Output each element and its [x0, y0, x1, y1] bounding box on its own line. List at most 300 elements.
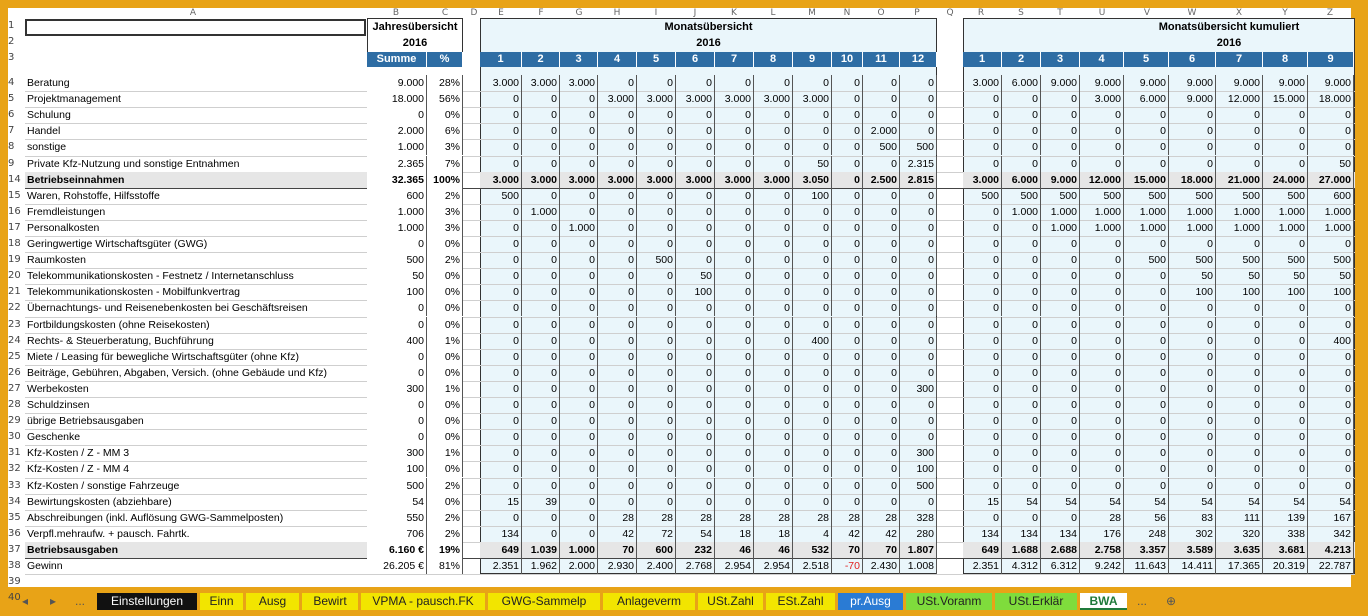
monthly-value-cell[interactable]: 2.518	[793, 558, 832, 574]
cumulative-value-cell[interactable]: 0	[1124, 365, 1169, 381]
monthly-value-cell[interactable]: 1.962	[522, 558, 560, 574]
cumulative-value-cell[interactable]: 0	[1169, 107, 1216, 123]
cumulative-value-cell[interactable]: 1.000	[1041, 220, 1080, 236]
row-number[interactable]: 27	[8, 382, 21, 394]
cumulative-value-cell[interactable]: 9.000	[1169, 75, 1216, 91]
cumulative-value-cell[interactable]: 0	[1263, 478, 1308, 494]
cumulative-value-cell[interactable]: 139	[1263, 510, 1308, 526]
cumulative-value-cell[interactable]: 0	[1002, 236, 1041, 252]
monthly-value-cell[interactable]: 0	[900, 91, 937, 107]
sheet-tab[interactable]: VPMA - pausch.FK	[361, 593, 485, 610]
monthly-value-cell[interactable]: 0	[637, 381, 676, 397]
row-number[interactable]: 22	[8, 302, 21, 314]
cumulative-value-cell[interactable]: 0	[963, 413, 1002, 429]
monthly-value-cell[interactable]: 0	[480, 300, 522, 316]
monthly-value-cell[interactable]: 0	[522, 252, 560, 268]
cumulative-value-cell[interactable]: 0	[1124, 236, 1169, 252]
cumulative-value-cell[interactable]: 0	[1169, 236, 1216, 252]
monthly-value-cell[interactable]: 0	[522, 123, 560, 139]
monthly-value-cell[interactable]: 0	[832, 461, 863, 477]
monthly-value-cell[interactable]: 0	[900, 284, 937, 300]
monthly-value-cell[interactable]: 0	[522, 284, 560, 300]
cumulative-value-cell[interactable]: 0	[1041, 381, 1080, 397]
monthly-value-cell[interactable]: 3.000	[560, 172, 598, 188]
cumulative-value-cell[interactable]: 9.000	[1080, 75, 1124, 91]
sheet-tab[interactable]: USt.Erklär	[995, 593, 1077, 610]
annual-sum-cell[interactable]: 100	[367, 461, 427, 477]
cumulative-value-cell[interactable]: 0	[1124, 300, 1169, 316]
monthly-value-cell[interactable]: 0	[715, 349, 754, 365]
monthly-value-cell[interactable]: 0	[832, 445, 863, 461]
monthly-value-cell[interactable]: 0	[480, 413, 522, 429]
cumulative-value-cell[interactable]: 18.000	[1308, 91, 1354, 107]
monthly-value-cell[interactable]: 0	[793, 139, 832, 155]
monthly-value-cell[interactable]: 0	[754, 139, 793, 155]
cumulative-value-cell[interactable]: 0	[1080, 461, 1124, 477]
monthly-value-cell[interactable]: 0	[754, 268, 793, 284]
monthly-value-cell[interactable]: 0	[676, 75, 715, 91]
cumulative-value-cell[interactable]: 22.787	[1308, 558, 1354, 574]
column-header[interactable]: U	[1098, 8, 1106, 18]
cumulative-value-cell[interactable]: 83	[1169, 510, 1216, 526]
annual-pct-cell[interactable]: 81%	[427, 558, 463, 574]
cumulative-value-cell[interactable]: 0	[963, 349, 1002, 365]
monthly-value-cell[interactable]: 0	[522, 510, 560, 526]
cumulative-value-cell[interactable]: 0	[1263, 300, 1308, 316]
cumulative-value-cell[interactable]: 0	[1041, 107, 1080, 123]
cumulative-value-cell[interactable]: 6.000	[1002, 172, 1041, 188]
monthly-value-cell[interactable]: 0	[793, 75, 832, 91]
monthly-value-cell[interactable]: 0	[560, 284, 598, 300]
row-number[interactable]: 2	[8, 36, 15, 47]
monthly-value-cell[interactable]: 0	[793, 236, 832, 252]
cumulative-value-cell[interactable]: 100	[1308, 284, 1354, 300]
monthly-value-cell[interactable]: 0	[793, 268, 832, 284]
cumulative-value-cell[interactable]: 0	[1124, 349, 1169, 365]
monthly-value-cell[interactable]: 18	[715, 526, 754, 542]
monthly-value-cell[interactable]: 0	[900, 236, 937, 252]
column-header[interactable]: I	[654, 8, 658, 18]
monthly-value-cell[interactable]: 0	[598, 333, 637, 349]
monthly-value-cell[interactable]: 0	[598, 252, 637, 268]
cumulative-value-cell[interactable]: 0	[1002, 220, 1041, 236]
cumulative-value-cell[interactable]: 1.000	[1080, 204, 1124, 220]
monthly-value-cell[interactable]: 0	[832, 349, 863, 365]
monthly-value-cell[interactable]: 0	[754, 220, 793, 236]
monthly-value-cell[interactable]: 0	[598, 300, 637, 316]
monthly-value-cell[interactable]: 0	[522, 365, 560, 381]
cumulative-value-cell[interactable]: 0	[1002, 284, 1041, 300]
column-header[interactable]: V	[1143, 8, 1151, 18]
monthly-value-cell[interactable]: 0	[900, 429, 937, 445]
monthly-value-cell[interactable]: 0	[480, 317, 522, 333]
cumulative-value-cell[interactable]: 0	[1080, 397, 1124, 413]
monthly-value-cell[interactable]: 1.807	[900, 542, 937, 558]
annual-pct-cell[interactable]: 0%	[427, 365, 463, 381]
monthly-value-cell[interactable]: 0	[598, 75, 637, 91]
monthly-value-cell[interactable]: 0	[560, 381, 598, 397]
monthly-value-cell[interactable]: 328	[900, 510, 937, 526]
monthly-value-cell[interactable]: 0	[522, 188, 560, 204]
cumulative-value-cell[interactable]: 0	[1263, 381, 1308, 397]
monthly-value-cell[interactable]: 54	[676, 526, 715, 542]
annual-pct-cell[interactable]: 0%	[427, 349, 463, 365]
monthly-value-cell[interactable]: 0	[598, 413, 637, 429]
annual-pct-cell[interactable]: 2%	[427, 188, 463, 204]
sheet-tab[interactable]: Bewirt	[302, 593, 358, 610]
cumulative-value-cell[interactable]: 0	[1080, 139, 1124, 155]
monthly-value-cell[interactable]: 0	[522, 526, 560, 542]
cumulative-value-cell[interactable]: 9.000	[1041, 75, 1080, 91]
month-header[interactable]: 10	[832, 52, 863, 67]
monthly-value-cell[interactable]: 0	[598, 365, 637, 381]
cumulative-value-cell[interactable]: 0	[963, 284, 1002, 300]
cumulative-value-cell[interactable]: 0	[1216, 445, 1263, 461]
cumulative-value-cell[interactable]: 134	[1041, 526, 1080, 542]
column-header[interactable]: C	[441, 8, 449, 18]
monthly-value-cell[interactable]: 0	[863, 252, 900, 268]
monthly-value-cell[interactable]: 0	[560, 139, 598, 155]
month-header[interactable]: 5	[637, 52, 676, 67]
monthly-value-cell[interactable]: 18	[754, 526, 793, 542]
month-header[interactable]: 12	[900, 52, 937, 67]
monthly-value-cell[interactable]: 0	[598, 284, 637, 300]
cumulative-value-cell[interactable]: 134	[1002, 526, 1041, 542]
cumulative-value-cell[interactable]: 0	[1002, 397, 1041, 413]
cumulative-value-cell[interactable]: 2.351	[963, 558, 1002, 574]
cumulative-value-cell[interactable]: 24.000	[1263, 172, 1308, 188]
row-label[interactable]: Kfz-Kosten / Z - MM 4	[27, 463, 130, 476]
cumulative-value-cell[interactable]: 1.000	[1124, 204, 1169, 220]
cumulative-value-cell[interactable]: 0	[1080, 300, 1124, 316]
monthly-value-cell[interactable]: 0	[522, 429, 560, 445]
monthly-value-cell[interactable]: 0	[676, 107, 715, 123]
annual-sum-cell[interactable]: 300	[367, 381, 427, 397]
annual-pct-cell[interactable]: 100%	[427, 172, 463, 188]
monthly-value-cell[interactable]: 0	[560, 494, 598, 510]
cumulative-value-cell[interactable]: 0	[1263, 445, 1308, 461]
monthly-value-cell[interactable]: 0	[715, 397, 754, 413]
cumulative-value-cell[interactable]: 248	[1124, 526, 1169, 542]
monthly-value-cell[interactable]: 0	[832, 91, 863, 107]
cumulative-value-cell[interactable]: 0	[1041, 156, 1080, 172]
cumulative-month-header[interactable]: 2	[1002, 52, 1041, 67]
monthly-value-cell[interactable]: 0	[832, 236, 863, 252]
monthly-value-cell[interactable]: 0	[676, 317, 715, 333]
cumulative-value-cell[interactable]: 0	[1041, 317, 1080, 333]
annual-pct-cell[interactable]: 0%	[427, 107, 463, 123]
cumulative-value-cell[interactable]: 0	[1308, 317, 1354, 333]
monthly-value-cell[interactable]: 28	[715, 510, 754, 526]
month-header[interactable]: 1	[480, 52, 522, 67]
monthly-value-cell[interactable]: 0	[637, 349, 676, 365]
monthly-value-cell[interactable]: 1.008	[900, 558, 937, 574]
annual-pct-cell[interactable]: 7%	[427, 156, 463, 172]
cumulative-value-cell[interactable]: 15	[963, 494, 1002, 510]
monthly-value-cell[interactable]: 0	[863, 365, 900, 381]
monthly-value-cell[interactable]: 0	[560, 300, 598, 316]
monthly-value-cell[interactable]: 0	[676, 365, 715, 381]
annual-pct-cell[interactable]: 0%	[427, 429, 463, 445]
cumulative-value-cell[interactable]: 0	[1169, 413, 1216, 429]
monthly-value-cell[interactable]: 0	[598, 397, 637, 413]
cumulative-value-cell[interactable]: 15.000	[1124, 172, 1169, 188]
row-number[interactable]: 37	[8, 543, 21, 555]
monthly-value-cell[interactable]: 0	[676, 300, 715, 316]
cumulative-value-cell[interactable]: 0	[1169, 349, 1216, 365]
cumulative-value-cell[interactable]: 0	[1308, 300, 1354, 316]
monthly-value-cell[interactable]: 0	[715, 284, 754, 300]
monthly-value-cell[interactable]: 0	[863, 478, 900, 494]
cumulative-value-cell[interactable]: 12.000	[1080, 172, 1124, 188]
monthly-value-cell[interactable]: 0	[715, 204, 754, 220]
month-header[interactable]: 2	[522, 52, 560, 67]
cumulative-value-cell[interactable]: 0	[1041, 349, 1080, 365]
row-label[interactable]: Geschenke	[27, 431, 81, 444]
cumulative-value-cell[interactable]: 500	[1124, 188, 1169, 204]
cumulative-value-cell[interactable]: 134	[963, 526, 1002, 542]
more-tabs-right-icon[interactable]: ...	[1136, 594, 1147, 608]
cumulative-value-cell[interactable]: 100	[1263, 284, 1308, 300]
cumulative-value-cell[interactable]: 176	[1080, 526, 1124, 542]
cumulative-value-cell[interactable]: 1.000	[1169, 220, 1216, 236]
monthly-value-cell[interactable]: 400	[793, 333, 832, 349]
cumulative-value-cell[interactable]: 0	[1002, 156, 1041, 172]
row-number[interactable]: 20	[8, 270, 21, 282]
monthly-value-cell[interactable]: 0	[754, 413, 793, 429]
row-label[interactable]: Geringwertige Wirtschaftsgüter (GWG)	[27, 238, 208, 250]
monthly-value-cell[interactable]: 0	[522, 413, 560, 429]
row-label[interactable]: Waren, Rohstoffe, Hilfsstoffe	[27, 189, 160, 202]
annual-pct-cell[interactable]: 0%	[427, 397, 463, 413]
row-number[interactable]: 25	[8, 350, 21, 362]
cumulative-value-cell[interactable]: 0	[1308, 478, 1354, 494]
cumulative-value-cell[interactable]: 0	[1263, 139, 1308, 155]
monthly-value-cell[interactable]: 3.000	[637, 91, 676, 107]
cumulative-value-cell[interactable]: 0	[1002, 429, 1041, 445]
monthly-value-cell[interactable]: 0	[863, 268, 900, 284]
cumulative-value-cell[interactable]: 0	[1263, 107, 1308, 123]
row-number[interactable]: 38	[8, 560, 21, 571]
monthly-value-cell[interactable]: 0	[754, 349, 793, 365]
column-header[interactable]: O	[877, 8, 885, 18]
month-header[interactable]: 4	[598, 52, 637, 67]
monthly-value-cell[interactable]: 0	[598, 478, 637, 494]
column-header[interactable]: R	[977, 8, 985, 18]
row-label[interactable]: Betriebseinnahmen	[27, 173, 125, 186]
cumulative-value-cell[interactable]: 0	[1216, 107, 1263, 123]
annual-pct-cell[interactable]: 28%	[427, 75, 463, 91]
column-header[interactable]: G	[575, 8, 583, 18]
monthly-value-cell[interactable]: 0	[863, 156, 900, 172]
annual-sum-cell[interactable]: 300	[367, 445, 427, 461]
column-header[interactable]: Q	[946, 8, 954, 18]
column-header[interactable]: P	[914, 8, 920, 18]
row-number[interactable]: 19	[8, 254, 21, 266]
cumulative-value-cell[interactable]: 3.681	[1263, 542, 1308, 558]
cumulative-value-cell[interactable]: 3.357	[1124, 542, 1169, 558]
sheet-tab[interactable]: GWG-Sammelp	[488, 593, 600, 610]
monthly-value-cell[interactable]: 0	[900, 413, 937, 429]
row-number[interactable]: 33	[8, 479, 21, 491]
monthly-value-cell[interactable]: 0	[754, 284, 793, 300]
monthly-value-cell[interactable]: 0	[637, 220, 676, 236]
cumulative-value-cell[interactable]: 0	[963, 333, 1002, 349]
cumulative-value-cell[interactable]: 0	[1124, 139, 1169, 155]
annual-pct-cell[interactable]: 0%	[427, 268, 463, 284]
monthly-value-cell[interactable]: 0	[715, 413, 754, 429]
cumulative-value-cell[interactable]: 0	[1041, 236, 1080, 252]
cumulative-value-cell[interactable]: 0	[1002, 365, 1041, 381]
cumulative-value-cell[interactable]: 0	[1216, 413, 1263, 429]
monthly-value-cell[interactable]: 2.954	[715, 558, 754, 574]
cumulative-value-cell[interactable]: 0	[1308, 365, 1354, 381]
monthly-value-cell[interactable]: 0	[560, 510, 598, 526]
monthly-value-cell[interactable]: 0	[522, 220, 560, 236]
monthly-value-cell[interactable]: 2.430	[863, 558, 900, 574]
monthly-value-cell[interactable]: 500	[900, 478, 937, 494]
cumulative-value-cell[interactable]: 0	[1041, 461, 1080, 477]
monthly-value-cell[interactable]: 0	[754, 236, 793, 252]
cumulative-value-cell[interactable]: 400	[1308, 333, 1354, 349]
annual-pct-cell[interactable]: 3%	[427, 220, 463, 236]
monthly-value-cell[interactable]: 2.000	[863, 123, 900, 139]
monthly-value-cell[interactable]: 0	[637, 284, 676, 300]
annual-sum-cell[interactable]: 550	[367, 510, 427, 526]
monthly-value-cell[interactable]: 0	[676, 349, 715, 365]
monthly-value-cell[interactable]: 0	[715, 381, 754, 397]
monthly-value-cell[interactable]: 0	[863, 349, 900, 365]
monthly-value-cell[interactable]: 0	[480, 429, 522, 445]
monthly-value-cell[interactable]: 0	[863, 333, 900, 349]
monthly-value-cell[interactable]: 0	[480, 91, 522, 107]
cumulative-value-cell[interactable]: 12.000	[1216, 91, 1263, 107]
monthly-value-cell[interactable]: 0	[598, 236, 637, 252]
monthly-value-cell[interactable]: 0	[715, 75, 754, 91]
monthly-value-cell[interactable]: 0	[522, 91, 560, 107]
monthly-value-cell[interactable]: 0	[793, 445, 832, 461]
monthly-value-cell[interactable]: 0	[863, 220, 900, 236]
monthly-value-cell[interactable]: 28	[637, 510, 676, 526]
annual-pct-cell[interactable]: 0%	[427, 413, 463, 429]
cumulative-value-cell[interactable]: 0	[1080, 365, 1124, 381]
row-label[interactable]: sonstige	[27, 141, 67, 154]
annual-sum-cell[interactable]: 1.000	[367, 139, 427, 155]
cumulative-value-cell[interactable]: 0	[1002, 107, 1041, 123]
cumulative-value-cell[interactable]: 0	[1308, 445, 1354, 461]
row-label[interactable]: Bewirtungskosten (abziehbare)	[27, 495, 172, 508]
monthly-value-cell[interactable]: 0	[754, 445, 793, 461]
row-number[interactable]: 4	[8, 77, 15, 88]
monthly-value-cell[interactable]: 0	[900, 204, 937, 220]
sheet-tab[interactable]: ESt.Zahl	[766, 593, 835, 610]
monthly-value-cell[interactable]: 0	[522, 268, 560, 284]
cumulative-value-cell[interactable]: 500	[1216, 188, 1263, 204]
monthly-value-cell[interactable]: 0	[480, 139, 522, 155]
cumulative-value-cell[interactable]: 0	[1216, 365, 1263, 381]
row-number[interactable]: 5	[8, 93, 15, 105]
monthly-value-cell[interactable]: 0	[832, 156, 863, 172]
monthly-value-cell[interactable]: 280	[900, 526, 937, 542]
column-header[interactable]: K	[731, 8, 737, 18]
annual-sum-cell[interactable]: 500	[367, 478, 427, 494]
monthly-value-cell[interactable]: 0	[522, 156, 560, 172]
annual-pct-cell[interactable]: 0%	[427, 461, 463, 477]
cumulative-value-cell[interactable]: 100	[1169, 284, 1216, 300]
cumulative-value-cell[interactable]: 3.000	[1080, 91, 1124, 107]
cumulative-value-cell[interactable]: 9.000	[1263, 75, 1308, 91]
cumulative-value-cell[interactable]: 56	[1124, 510, 1169, 526]
monthly-value-cell[interactable]: 0	[900, 268, 937, 284]
cumulative-value-cell[interactable]: 0	[1169, 445, 1216, 461]
month-header[interactable]: 7	[715, 52, 754, 67]
monthly-value-cell[interactable]: 4	[793, 526, 832, 542]
add-sheet-icon[interactable]: ⊕	[1165, 594, 1177, 608]
monthly-value-cell[interactable]: 0	[676, 333, 715, 349]
monthly-value-cell[interactable]: 0	[676, 429, 715, 445]
row-number[interactable]: 23	[8, 318, 21, 330]
annual-pct-cell[interactable]: 19%	[427, 542, 463, 558]
column-header[interactable]: D	[470, 8, 478, 18]
cumulative-value-cell[interactable]: 320	[1216, 526, 1263, 542]
monthly-value-cell[interactable]: 28	[832, 510, 863, 526]
cumulative-value-cell[interactable]: 54	[1308, 494, 1354, 510]
cumulative-value-cell[interactable]: 1.000	[1124, 220, 1169, 236]
monthly-value-cell[interactable]: 500	[637, 252, 676, 268]
cumulative-value-cell[interactable]: 0	[963, 445, 1002, 461]
row-label[interactable]: Telekommunikationskosten - Festnetz / Internetanschluss	[27, 270, 294, 283]
monthly-value-cell[interactable]: 0	[637, 478, 676, 494]
cumulative-value-cell[interactable]: 6.000	[1124, 91, 1169, 107]
cumulative-value-cell[interactable]: 0	[963, 220, 1002, 236]
row-number[interactable]: 21	[8, 286, 21, 298]
monthly-value-cell[interactable]: 0	[754, 107, 793, 123]
row-number[interactable]: 16	[8, 205, 21, 217]
cumulative-value-cell[interactable]: 600	[1308, 188, 1354, 204]
cumulative-value-cell[interactable]: 0	[1308, 429, 1354, 445]
monthly-value-cell[interactable]: 50	[676, 268, 715, 284]
monthly-value-cell[interactable]: 0	[522, 478, 560, 494]
cumulative-value-cell[interactable]: 500	[1308, 252, 1354, 268]
monthly-value-cell[interactable]: 0	[598, 268, 637, 284]
cumulative-value-cell[interactable]: 54	[1041, 494, 1080, 510]
monthly-value-cell[interactable]: 0	[598, 445, 637, 461]
monthly-value-cell[interactable]: 0	[715, 139, 754, 155]
cumulative-value-cell[interactable]: 111	[1216, 510, 1263, 526]
cumulative-value-cell[interactable]: 0	[963, 268, 1002, 284]
cumulative-value-cell[interactable]: 0	[1002, 461, 1041, 477]
monthly-value-cell[interactable]: 3.000	[522, 75, 560, 91]
monthly-value-cell[interactable]: 0	[560, 478, 598, 494]
monthly-value-cell[interactable]: 0	[637, 123, 676, 139]
monthly-value-cell[interactable]: 0	[522, 236, 560, 252]
row-number[interactable]: 36	[8, 527, 21, 539]
annual-pct-cell[interactable]: 0%	[427, 284, 463, 300]
monthly-value-cell[interactable]: 3.000	[754, 91, 793, 107]
cumulative-value-cell[interactable]: 0	[1124, 284, 1169, 300]
monthly-value-cell[interactable]: 0	[598, 349, 637, 365]
monthly-value-cell[interactable]: 2.315	[900, 156, 937, 172]
cumulative-value-cell[interactable]: 0	[963, 91, 1002, 107]
cumulative-value-cell[interactable]: 3.000	[963, 172, 1002, 188]
cumulative-value-cell[interactable]: 0	[1124, 156, 1169, 172]
cumulative-value-cell[interactable]: 0	[1263, 397, 1308, 413]
cumulative-value-cell[interactable]: 0	[1080, 381, 1124, 397]
row-label[interactable]: Übernachtungs- und Reisenebenkosten bei Geschäftsreisen	[27, 302, 308, 315]
monthly-value-cell[interactable]: 0	[715, 478, 754, 494]
row-number[interactable]: 29	[8, 415, 21, 427]
annual-pct-cell[interactable]: 2%	[427, 510, 463, 526]
